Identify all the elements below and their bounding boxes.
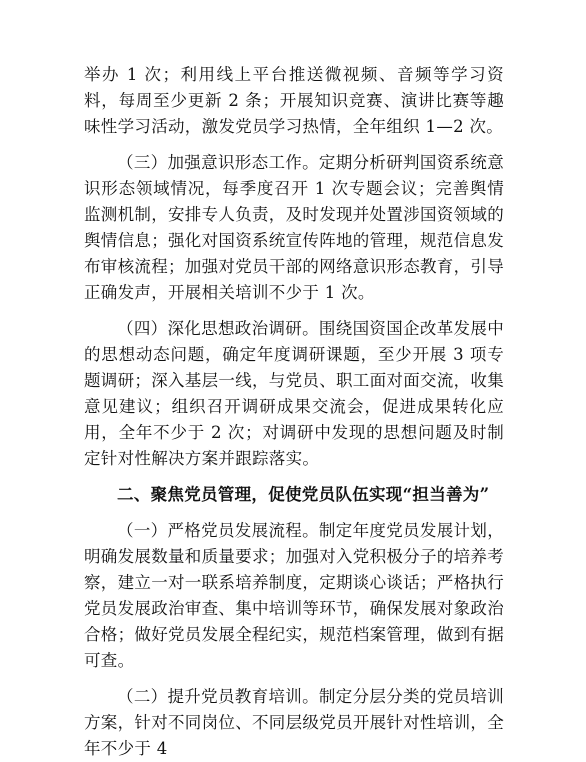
paragraph-member-development: （一）严格党员发展流程。制定年度党员发展计划，明确发展数量和质量要求；加强对入党积极分子的培养考察，建立一对一联系培养制度，定期谈心谈话；严格执行党员发展政治审查、集中培训等环节，确保发展对象政治合格；做好党员发展全程纪实，规范档案管理，做到有据可查。 — [84, 521, 504, 670]
paragraph-ideology-work: （三）加强意识形态工作。定期分析研判国资系统意识形态领域情况，每季度召开 1 次专题会议；完善舆情监测机制，安排专人负责，及时发现并处置涉国资领域的舆情信息；强化对国资系统宣传阵地的管理，规范信息发布审核流程；加强对党员干部的网络意识形态教育，引导正确发声，开展相关培训不少于 1 次。 — [84, 153, 504, 302]
document-body — [84, 62, 504, 762]
paragraph-member-training: （二）提升党员教育培训。制定分层分类的党员培训方案，针对不同岗位、不同层级党员开展针对性培训，全年不少于 4 — [84, 687, 504, 758]
section-heading-party-member-management: 二、聚焦党员管理，促使党员队伍实现“担当善为” — [117, 485, 490, 504]
paragraph-continuation: 举办 1 次；利用线上平台推送微视频、音频等学习资料，每周至少更新 2 条；开展知识竞赛、演讲比赛等趣味性学习活动，激发党员学习热情，全年组织 1—2 次。 — [84, 65, 504, 136]
paragraph-political-research: （四）深化思想政治调研。围绕国资国企改革发展中的思想动态问题，确定年度调研课题，至少开展 3 项专题调研；深入基层一线，与党员、职工面对面交流，收集意见建议；组织召开调研成果交流会，促进成果转化应用，全年不少于 2 次；对调研中发现的思想问题及时制定针对性解决方案并跟踪落实。 — [84, 319, 504, 468]
